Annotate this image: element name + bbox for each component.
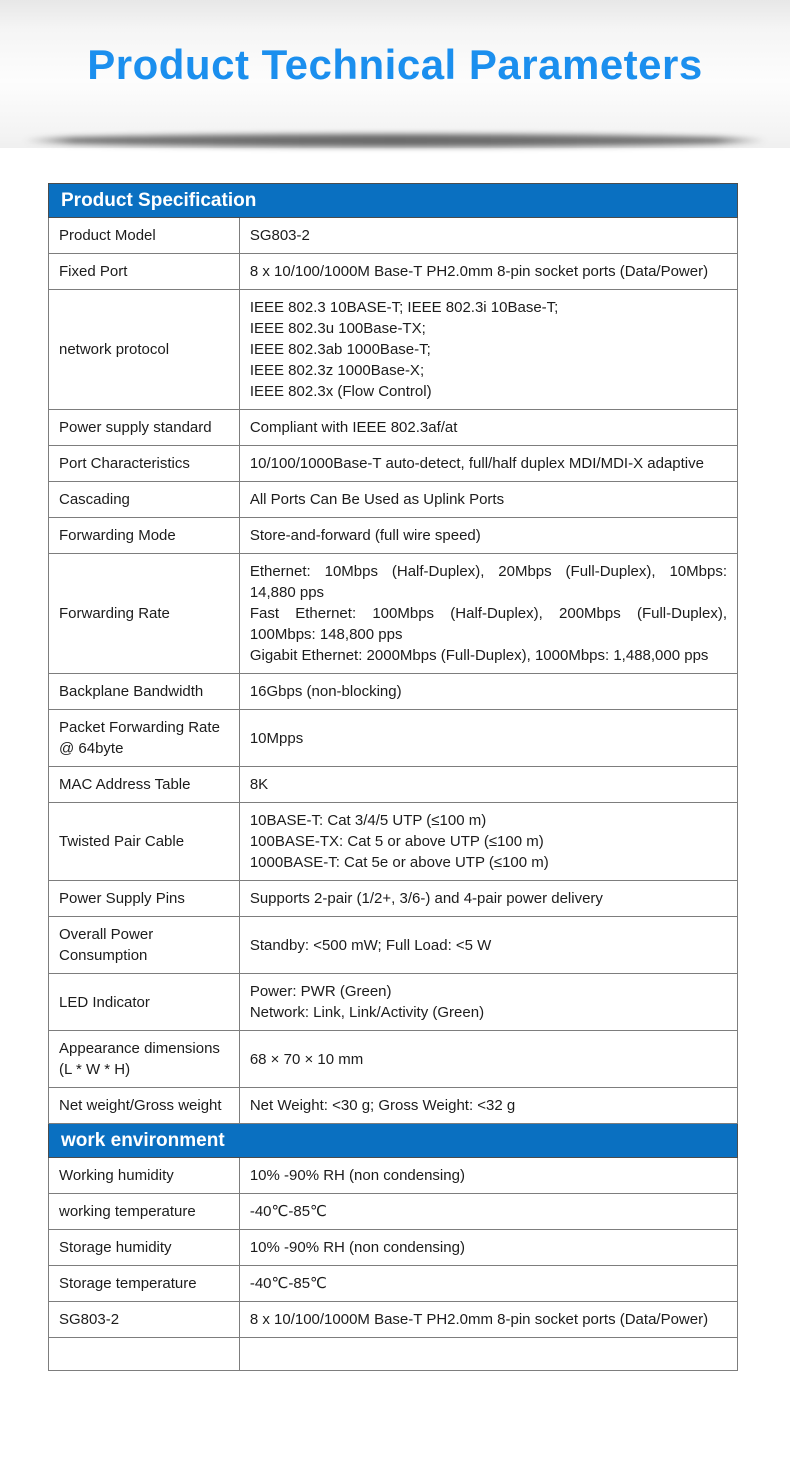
value-line: Supports 2-pair (1/2+, 3/6-) and 4-pair power delivery	[249, 890, 603, 907]
spec-row	[49, 917, 738, 974]
value-line: 10% -90% RH (non condensing)	[249, 1239, 465, 1256]
spec-row-label-cell	[49, 1302, 240, 1338]
spec-row-value	[250, 681, 727, 702]
spec-row-label-cell	[49, 803, 240, 881]
value-line: Store-and-forward (full wire speed)	[249, 527, 481, 544]
spec-row-value	[250, 1201, 727, 1222]
spec-row-label: Port Characteristics	[59, 455, 190, 472]
spec-row-value	[250, 1237, 727, 1258]
value-line: IEEE 802.3z 1000Base-X;	[249, 362, 425, 379]
spec-row-value-cell	[239, 1031, 737, 1088]
spec-row-label-cell	[49, 518, 240, 554]
spec-row-value-cell	[239, 674, 737, 710]
spec-row	[49, 974, 738, 1031]
value-line: IEEE 802.3u 100Base-TX;	[249, 320, 426, 337]
value-line: 16Gbps (non-blocking)	[249, 683, 402, 700]
section-header-row	[49, 184, 738, 218]
spec-row-label-cell	[49, 710, 240, 767]
spec-row-value	[250, 1273, 727, 1294]
spec-row-value	[250, 225, 727, 246]
spec-row	[49, 1338, 738, 1371]
spec-row-label-cell	[49, 254, 240, 290]
spec-row-label: Power supply standard	[59, 419, 212, 436]
spec-row-value	[250, 1049, 727, 1070]
spec-row-label	[59, 1345, 229, 1363]
spec-row-value-cell	[239, 767, 737, 803]
spec-row	[49, 1230, 738, 1266]
spec-row-value	[250, 453, 727, 474]
spec-row	[49, 767, 738, 803]
spec-row-label-cell	[49, 1031, 240, 1088]
spec-row-value-cell	[239, 1230, 737, 1266]
spec-row-label: Product Model	[59, 227, 156, 244]
spec-row-label-cell	[49, 482, 240, 518]
value-line: -40℃-85℃	[249, 1203, 327, 1220]
value-line: Standby: <500 mW; Full Load: <5 W	[249, 936, 492, 954]
spec-row-value-cell	[239, 881, 737, 917]
spec-row	[49, 1088, 738, 1124]
value-line: 100BASE-TX: Cat 5 or above UTP (≤100 m)	[249, 833, 544, 850]
spec-row-value-cell	[239, 710, 737, 767]
spec-row-value	[250, 417, 727, 438]
spec-row-value-cell	[239, 917, 737, 974]
section-header: Product Specification	[49, 184, 738, 218]
spec-row-label: network protocol	[59, 341, 170, 358]
spec-row-label: Power Supply Pins	[59, 890, 185, 907]
spec-row-value-cell	[239, 974, 737, 1031]
spec-row-value	[250, 935, 727, 956]
title-banner	[0, 0, 790, 148]
value-line: 10% -90% RH (non condensing)	[249, 1167, 465, 1184]
spec-row	[49, 1194, 738, 1230]
value-line: SG803-2	[249, 227, 310, 244]
spec-row-value-cell	[239, 446, 737, 482]
spec-row-label-cell	[49, 917, 240, 974]
spec-row-label-cell	[49, 410, 240, 446]
spec-row-label: Working humidity	[59, 1167, 174, 1184]
spec-row	[49, 410, 738, 446]
value-line: 8K	[249, 776, 269, 793]
spec-row	[49, 710, 738, 767]
spec-row	[49, 482, 738, 518]
value-line: IEEE 802.3ab 1000Base-T;	[249, 341, 431, 358]
spec-row-label-cell	[49, 881, 240, 917]
spec-row	[49, 1302, 738, 1338]
value-line: Fast Ethernet: 100Mbps (Half-Duplex), 200Mbps (Full-Duplex), 100Mbps: 148,800 pps	[249, 605, 727, 643]
value-line: 10BASE-T: Cat 3/4/5 UTP (≤100 m)	[249, 812, 487, 829]
spec-row-label-cell	[49, 1158, 240, 1194]
spec-row-label-cell	[49, 446, 240, 482]
spec-row	[49, 290, 738, 410]
value-line: IEEE 802.3 10BASE-T; IEEE 802.3i 10Base-T;	[249, 299, 559, 316]
spec-row-label-cell	[49, 1194, 240, 1230]
bottom-spacer	[0, 1371, 790, 1411]
section-header: work environment	[49, 1124, 738, 1158]
spec-row	[49, 1266, 738, 1302]
spec-row	[49, 518, 738, 554]
spec-row-value-cell	[239, 1088, 737, 1124]
spec-row-value-cell	[239, 518, 737, 554]
spec-row-label-cell	[49, 1230, 240, 1266]
spec-row-label: Forwarding Rate	[59, 605, 170, 622]
spec-row-value-cell	[239, 410, 737, 446]
spec-row-label-cell	[49, 767, 240, 803]
spec-row-value	[250, 1309, 727, 1330]
spec-row-value-cell	[239, 803, 737, 881]
banner-drop-shadow	[22, 134, 768, 147]
spec-row-value	[250, 525, 727, 546]
spec-row-value	[250, 774, 727, 795]
value-line: 1000BASE-T: Cat 5e or above UTP (≤100 m)	[249, 854, 549, 871]
spec-row	[49, 1031, 738, 1088]
spec-row-value-cell	[239, 1194, 737, 1230]
spec-row-label-cell	[49, 290, 240, 410]
spec-row-value-cell	[239, 1302, 737, 1338]
value-line: Network: Link, Link/Activity (Green)	[249, 1004, 485, 1021]
value-line: IEEE 802.3x (Flow Control)	[249, 383, 432, 400]
spec-row-label: Twisted Pair Cable	[59, 833, 185, 850]
spec-row-value	[250, 261, 727, 282]
spec-row-value	[250, 981, 727, 1023]
spec-row-label: Storage humidity	[59, 1239, 172, 1256]
value-line: Net Weight: <30 g; Gross Weight: <32 g	[249, 1097, 516, 1114]
spec-row-value	[250, 1165, 727, 1186]
spec-row-label: SG803-2	[59, 1311, 120, 1328]
spec-row	[49, 218, 738, 254]
spec-row-value-cell	[239, 482, 737, 518]
value-line: 10Mpps	[249, 729, 304, 747]
spec-row-label-cell	[49, 1088, 240, 1124]
spec-row-label-cell	[49, 554, 240, 674]
spec-row-label-cell	[49, 974, 240, 1031]
spec-row-label-cell	[49, 218, 240, 254]
spec-row	[49, 881, 738, 917]
spec-row-value	[250, 888, 727, 909]
value-line: 10/100/1000Base-T auto-detect, full/half duplex MDI/MDI-X adaptive	[249, 455, 704, 472]
spec-table	[48, 183, 738, 1371]
spec-row-label: MAC Address Table	[59, 776, 191, 793]
spec-row-label-cell	[49, 674, 240, 710]
spec-row-label: Cascading	[59, 491, 130, 508]
spec-row-value-cell	[239, 290, 737, 410]
page-title: Product Technical Parameters	[87, 41, 703, 88]
value-line: 8 x 10/100/1000M Base-T PH2.0mm 8-pin socket ports (Data/Power)	[249, 263, 709, 280]
value-line: Ethernet: 10Mbps (Half-Duplex), 20Mbps (Full-Duplex), 10Mbps: 14,880 pps	[249, 563, 727, 601]
spec-row-value	[250, 728, 727, 749]
spec-table-body	[49, 184, 738, 1371]
spec-row-value	[250, 297, 727, 402]
spec-row-label: working temperature	[59, 1203, 196, 1220]
spec-row	[49, 554, 738, 674]
spec-row-label: Overall Power Consumption	[59, 926, 154, 964]
value-line: Power: PWR (Green)	[249, 983, 392, 1000]
value-line: All Ports Can Be Used as Uplink Ports	[249, 491, 505, 508]
spec-row-label: Net weight/Gross weight	[59, 1097, 222, 1114]
spec-row-value	[250, 1095, 727, 1116]
spec-row-label: Appearance dimensions (L * W * H)	[59, 1040, 220, 1078]
value-line: Compliant with IEEE 802.3af/at	[249, 419, 458, 436]
spec-row-label: Backplane Bandwidth	[59, 683, 204, 700]
spec-row-value	[250, 489, 727, 510]
value-line: 68 × 70 × 10 mm	[249, 1050, 364, 1068]
spec-row-value-cell	[239, 1158, 737, 1194]
spec-row-label: Storage temperature	[59, 1275, 197, 1292]
spec-row	[49, 1158, 738, 1194]
spec-row-value-cell	[239, 1266, 737, 1302]
spec-row-label: Fixed Port	[59, 263, 128, 280]
value-line: -40℃-85℃	[249, 1275, 327, 1292]
spec-row-label: LED Indicator	[59, 993, 150, 1011]
spec-row-value	[250, 810, 727, 873]
spec-row-label: Packet Forwarding Rate @ 64byte	[59, 719, 220, 757]
spec-row-label-cell	[49, 1266, 240, 1302]
spec-row-label: Forwarding Mode	[59, 527, 176, 544]
spec-row-value	[250, 561, 727, 666]
value-line: Gigabit Ethernet: 2000Mbps (Full-Duplex), 1000Mbps: 1,488,000 pps	[249, 647, 709, 664]
spec-row-value	[250, 1345, 727, 1363]
spec-row-value-cell	[239, 254, 737, 290]
section-header-row	[49, 1124, 738, 1158]
spec-row-value-cell	[239, 218, 737, 254]
spec-row	[49, 254, 738, 290]
spec-row	[49, 674, 738, 710]
value-line: 8 x 10/100/1000M Base-T PH2.0mm 8-pin socket ports (Data/Power)	[249, 1311, 709, 1328]
spec-row-value-cell	[239, 1338, 737, 1371]
spec-row	[49, 446, 738, 482]
spec-row-label-cell	[49, 1338, 240, 1371]
spec-row	[49, 803, 738, 881]
spec-row-value-cell	[239, 554, 737, 674]
